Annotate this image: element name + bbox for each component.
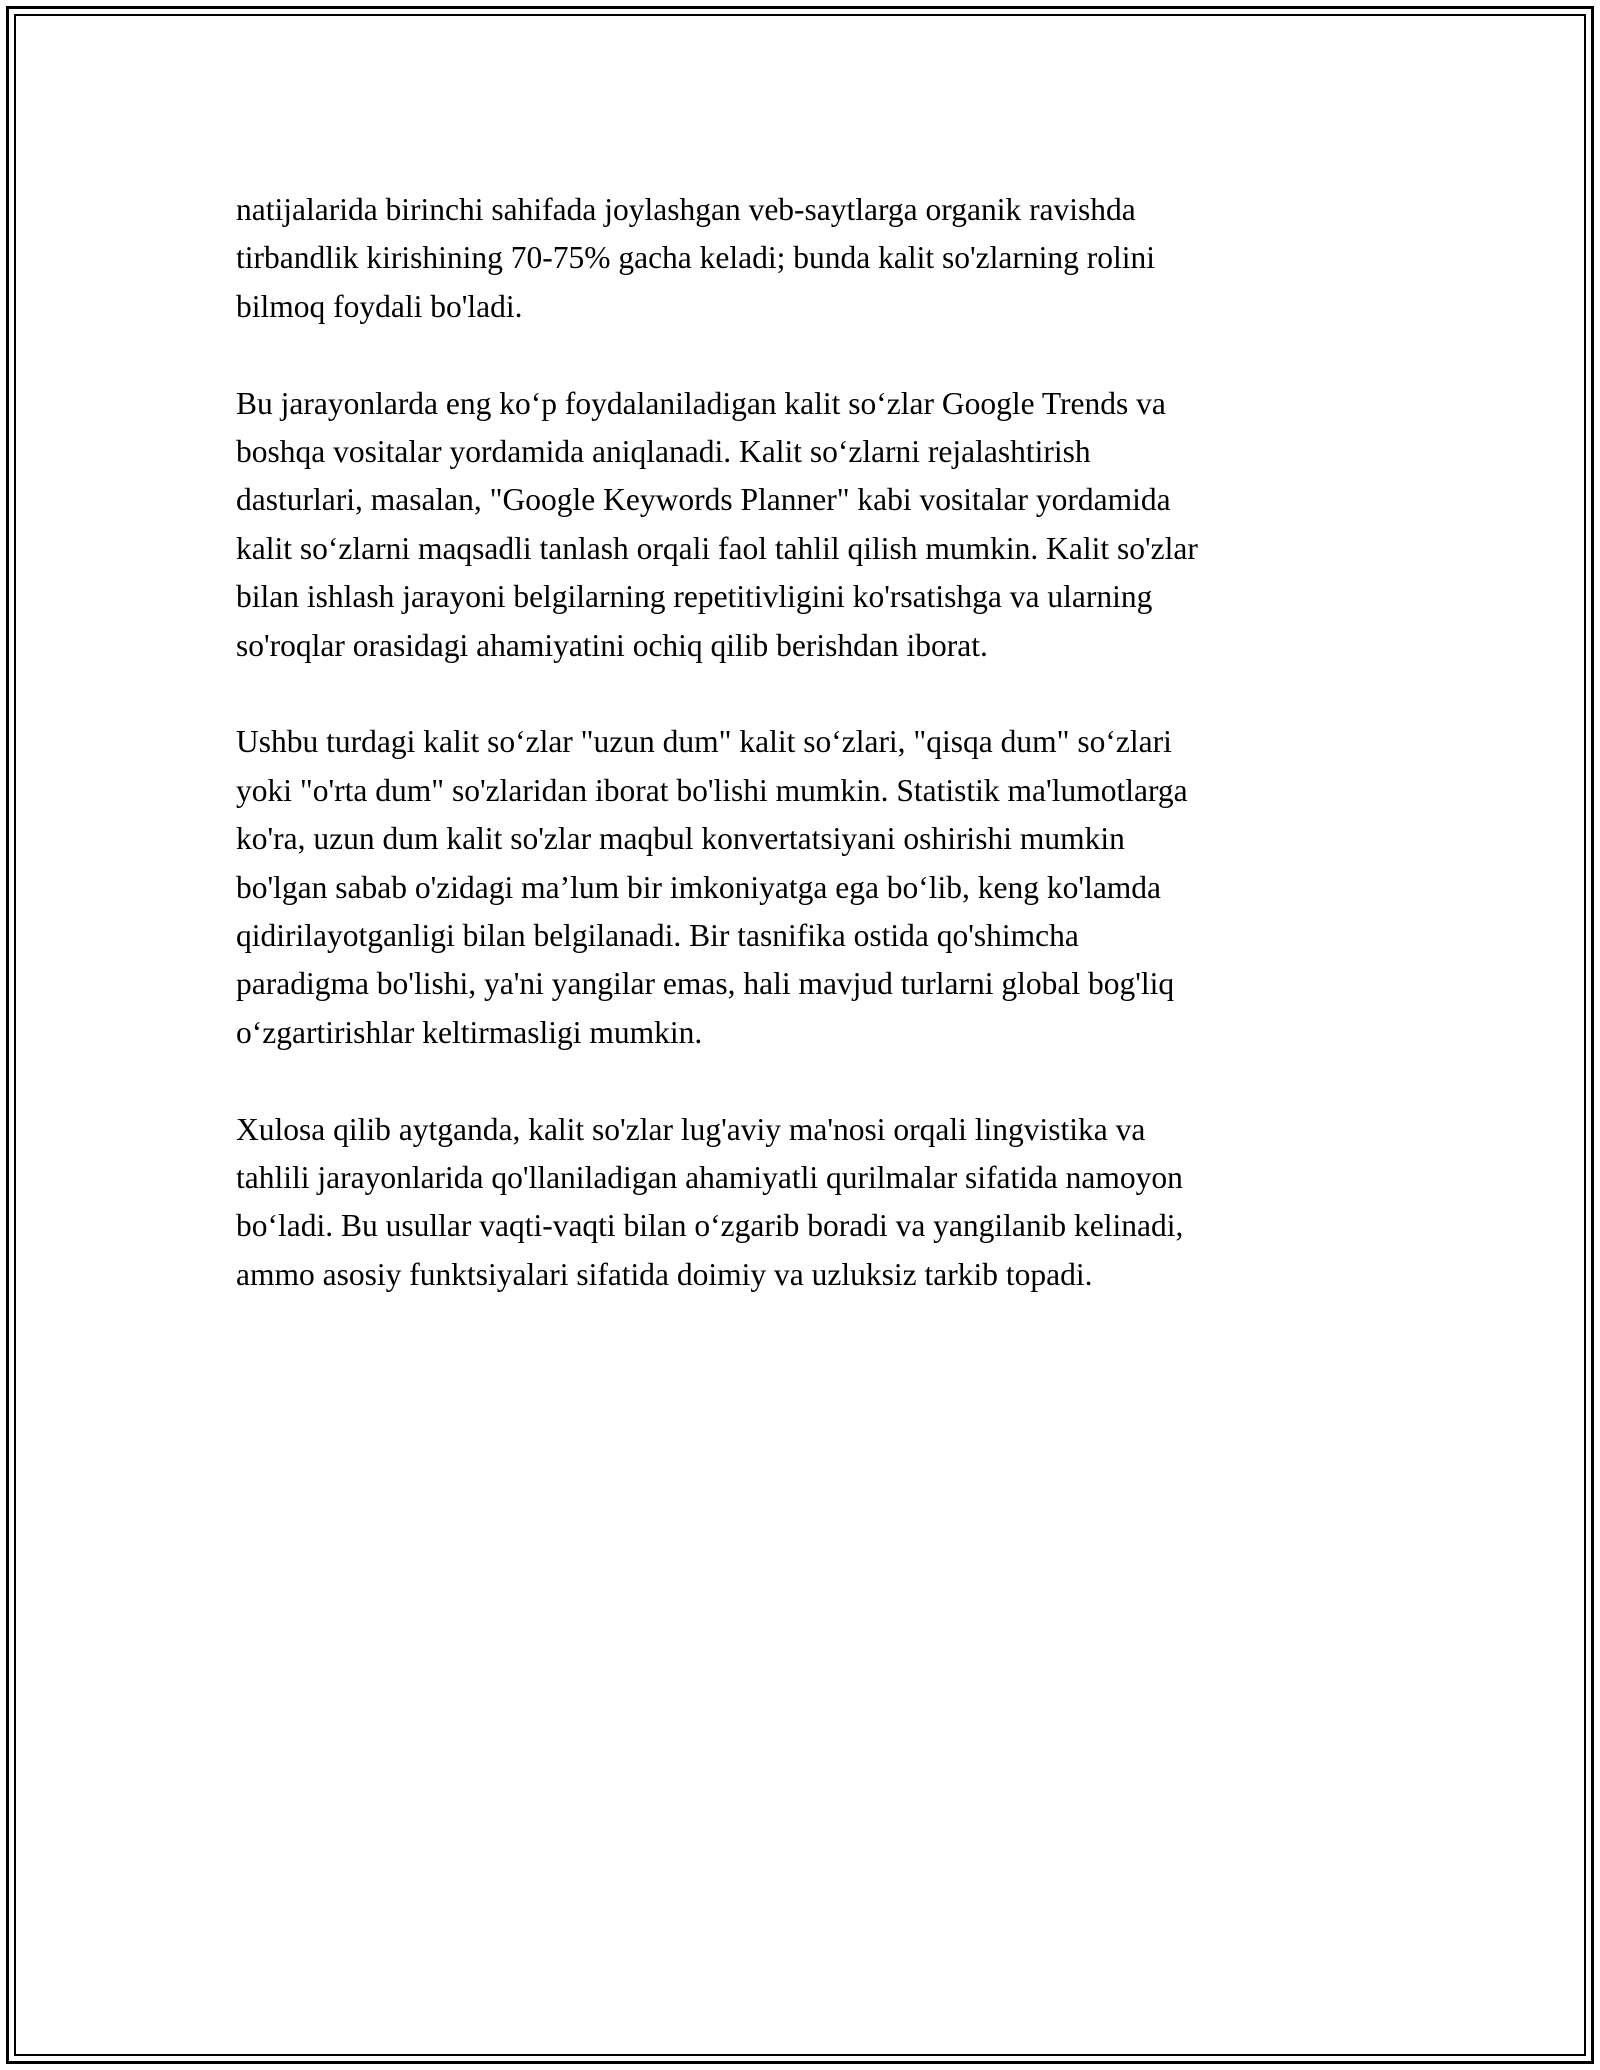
- paragraph-line: bo‘ladi. Bu usullar vaqti-vaqti bilan o‘zgarib boradi va yangilanib kelinadi,: [236, 1208, 1184, 1244]
- paragraph-line: tahlili jarayonlarida qo'llaniladigan ahamiyatli qurilmalar sifatida namoyon: [236, 1160, 1183, 1196]
- document-body: [236, 186, 1366, 1348]
- paragraph-2: [236, 380, 1366, 670]
- paragraph-line: boshqa vositalar yordamida aniqlanadi. Kalit so‘zlarni rejalashtirish: [236, 434, 1091, 470]
- paragraph-1: [236, 186, 1366, 331]
- paragraph-line: natijalarida birinchi sahifada joylashgan veb-saytlarga organik ravishda: [236, 192, 1136, 227]
- paragraph-line: Xulosa qilib aytganda, kalit so'zlar lug'aviy ma'nosi orqali lingvistika va: [236, 1111, 1146, 1147]
- paragraph-line: Bu jarayonlarda eng ko‘p foydalaniladigan kalit so‘zlar Google Trends va: [236, 385, 1166, 421]
- paragraph-line: bo'lgan sabab o'zidagi ma’lum bir imkoniyatga ega bo‘lib, keng ko'lamda: [236, 869, 1162, 905]
- paragraph-line: bilan ishlash jarayoni belgilarning repetitivligini ko'rsatishga va ularning: [236, 579, 1153, 615]
- paragraph-3: [236, 718, 1366, 1057]
- paragraph-line: dasturlari, masalan, "Google Keywords Planner" kabi vositalar yordamida: [236, 482, 1171, 518]
- paragraph-line: Ushbu turdagi kalit so‘zlar "uzun dum" kalit so‘zlari, "qisqa dum" so‘zlari: [236, 724, 1172, 760]
- paragraph-line: bilmoq foydali bo'ladi.: [236, 288, 523, 324]
- paragraph-line: o‘zgartirishlar keltirmasligi mumkin.: [236, 1014, 703, 1050]
- paragraph-line: qidirilayotganligi bilan belgilanadi. Bir tasnifika ostida qo'shimcha: [236, 918, 1079, 954]
- paragraph-line: paradigma bo'lishi, ya'ni yangilar emas, hali mavjud turlarni global bog'liq: [236, 966, 1175, 1002]
- paragraph-line: ko'ra, uzun dum kalit so'zlar maqbul konvertatsiyani oshirishi mumkin: [236, 821, 1125, 857]
- paragraph-line: kalit so‘zlarni maqsadli tanlash orqali faol tahlil qilish mumkin. Kalit so'zlar: [236, 530, 1198, 566]
- paragraph-line: so'roqlar orasidagi ahamiyatini ochiq qilib berishdan iborat.: [236, 627, 988, 663]
- paragraph-line: yoki "o'rta dum" so'zlaridan iborat bo'lishi mumkin. Statistik ma'lumotlarga: [236, 772, 1188, 808]
- paragraph-line: ammo asosiy funktsiyalari sifatida doimiy va uzluksiz tarkib topadi.: [236, 1256, 1093, 1292]
- paragraph-4: [236, 1106, 1366, 1300]
- paragraph-line: tirbandlik kirishining 70-75% gacha keladi; bunda kalit so'zlarning rolini: [236, 240, 1155, 276]
